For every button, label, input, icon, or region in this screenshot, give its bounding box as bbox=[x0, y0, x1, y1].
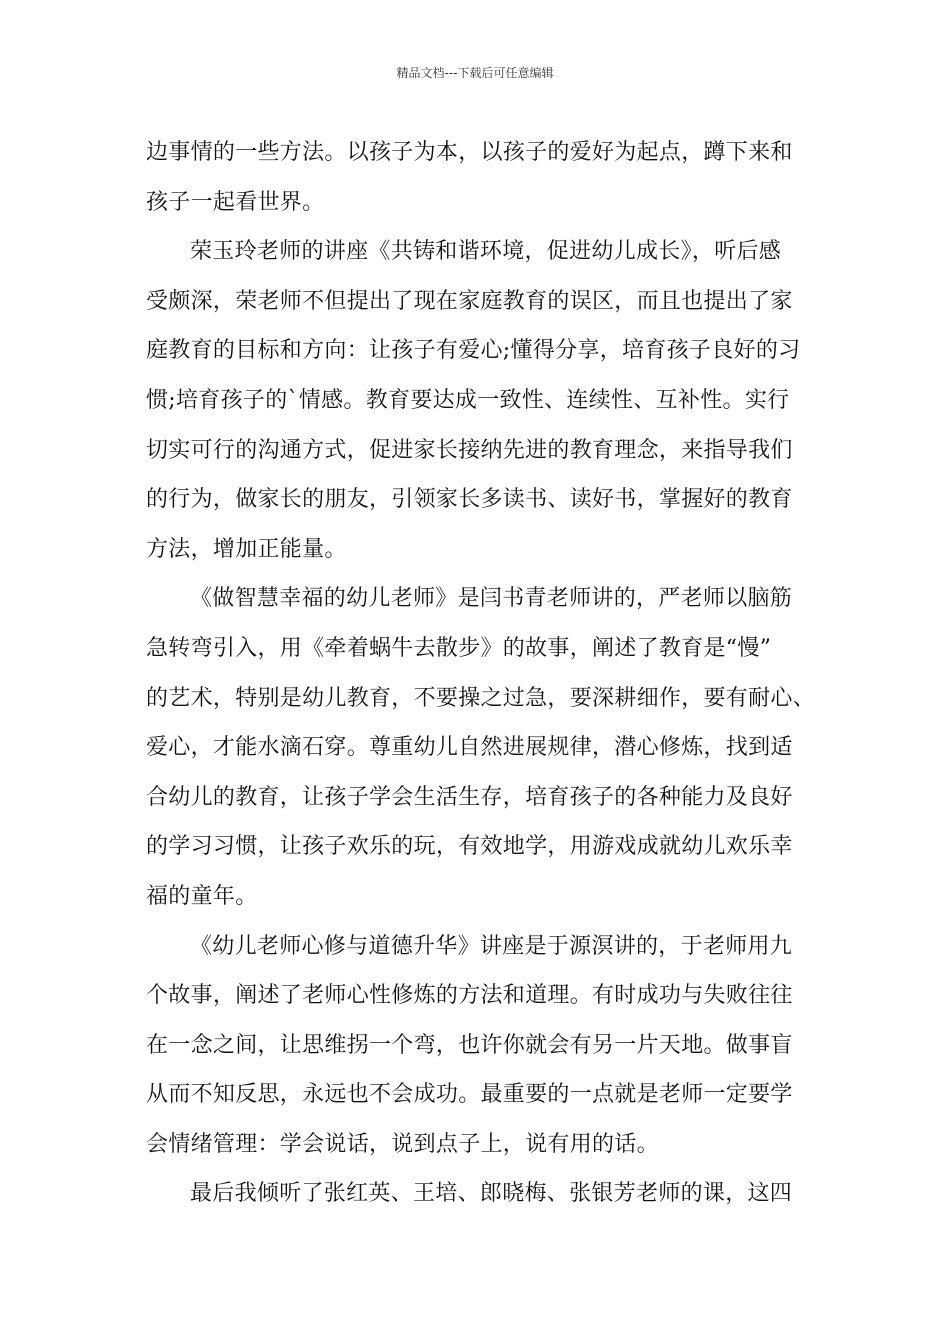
paragraph-line: 受颇深，荣老师不但提出了现在家庭教育的误区，而且也提出了家 bbox=[146, 288, 793, 314]
paragraph-line: 在一念之间，让思维拐一个弯，也许你就会有另一片天地。做事盲 bbox=[146, 1032, 793, 1058]
document-body bbox=[146, 128, 816, 1219]
paragraph-line: 孩子一起看世界。 bbox=[146, 189, 325, 215]
paragraph-line: 的艺术，特别是幼儿教育，不要操之过急，要深耕细作，要有耐心、 bbox=[146, 685, 816, 711]
paragraph-line: 会情绪管理：学会说话，说到点子上，说有用的话。 bbox=[146, 1131, 659, 1157]
paragraph-line: 爱心，才能水滴石穿。尊重幼儿自然进展规律，潜心修炼，找到适 bbox=[146, 735, 793, 761]
paragraph-first-line: 最后我倾听了张红英、王培、郎晓梅、张银芳老师的课，这四 bbox=[190, 1181, 793, 1207]
paragraph-line: 福的童年。 bbox=[146, 883, 258, 909]
paragraph-line: 急转弯引入，用《牵着蜗牛去散步》的故事，阐述了教育是“慢” bbox=[146, 635, 772, 661]
page-header: 精品文档---下载后可任意编辑 bbox=[396, 66, 554, 80]
paragraph-line: 惯;培育孩子的`情感。教育要达成一致性、连续性、互补性。实行 bbox=[146, 387, 790, 413]
paragraph-line: 合幼儿的教育，让孩子学会生活生存，培育孩子的各种能力及良好 bbox=[146, 784, 793, 810]
paragraph-first-line: 《幼儿老师心修与道德升华》讲座是于源溟讲的，于老师用九 bbox=[190, 933, 793, 959]
paragraph-line: 从而不知反思，永远也不会成功。最重要的一点就是老师一定要学 bbox=[146, 1082, 793, 1108]
paragraph-line: 个故事，阐述了老师心性修炼的方法和道理。有时成功与失败往往 bbox=[146, 983, 793, 1009]
paragraph-line: 方法，增加正能量。 bbox=[146, 536, 347, 562]
paragraph-line: 切实可行的沟通方式，促进家长接纳先进的教育理念，来指导我们 bbox=[146, 437, 793, 463]
paragraph-line: 边事情的一些方法。以孩子为本，以孩子的爱好为起点，蹲下来和 bbox=[146, 140, 793, 165]
paragraph-first-line: 荣玉玲老师的讲座《共铸和谐环境，促进幼儿成长》，听后感 bbox=[190, 239, 782, 265]
paragraph-first-line: 《做智慧幸福的幼儿老师》是闫书青老师讲的，严老师以脑筋 bbox=[190, 586, 793, 612]
paragraph-line: 庭教育的目标和方向：让孩子有爱心;懂得分享，培育孩子良好的习 bbox=[146, 338, 801, 364]
paragraph-line: 的学习习惯，让孩子欢乐的玩，有效地学，用游戏成就幼儿欢乐幸 bbox=[146, 834, 793, 860]
paragraph-line: 的行为，做家长的朋友，引领家长多读书、读好书，掌握好的教育 bbox=[146, 487, 793, 513]
